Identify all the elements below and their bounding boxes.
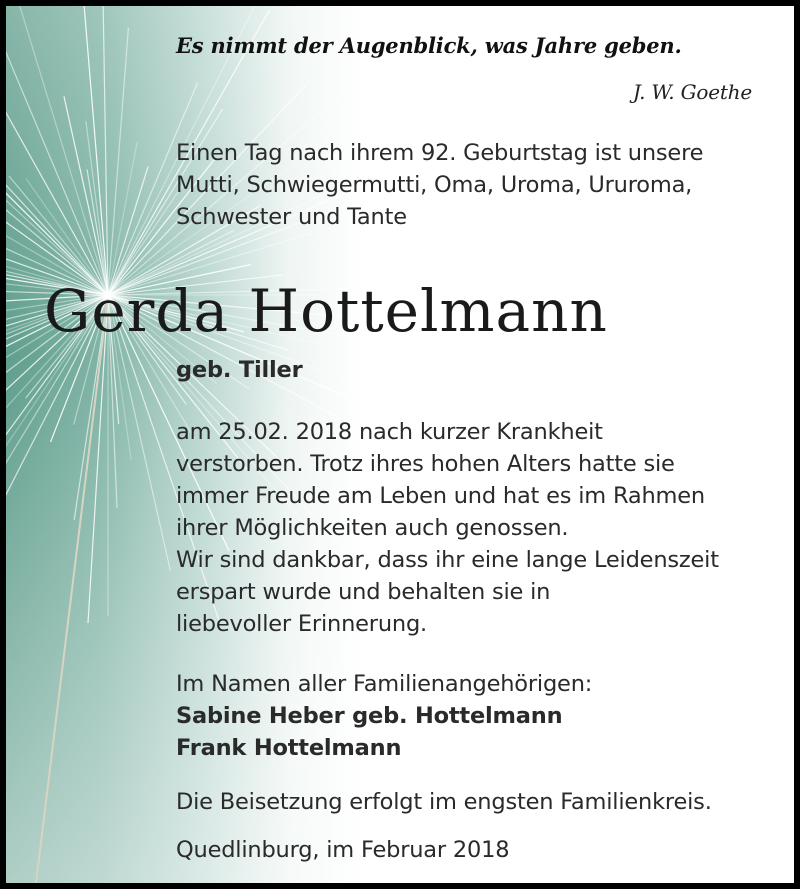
body-line: liebevoller Erinnerung.: [176, 611, 427, 637]
family-member: Sabine Heber geb. Hottelmann: [176, 703, 563, 729]
maiden-name: geb. Tiller: [176, 357, 303, 383]
body-line: verstorben. Trotz ihres hohen Alters hatte sie: [176, 451, 675, 477]
body-line: immer Freude am Leben und hat es im Rahmen: [176, 483, 705, 509]
body-line: Wir sind dankbar, dass ihr eine lange Leidenszeit: [176, 547, 719, 573]
place-date: Quedlinburg, im Februar 2018: [176, 837, 510, 863]
quote-author: J. W. Goethe: [632, 80, 752, 104]
body-line: am 25.02. 2018 nach kurzer Krankheit: [176, 419, 603, 445]
deceased-name: Gerda Hottelmann: [44, 277, 608, 345]
body-line: ihrer Möglichkeiten auch genossen.: [176, 515, 569, 541]
intro-line: Einen Tag nach ihrem 92. Geburtstag ist unsere: [176, 140, 704, 166]
obituary-card: [6, 6, 794, 883]
funeral-notice: Die Beisetzung erfolgt im engsten Familienkreis.: [176, 789, 712, 815]
body-line: erspart wurde und behalten sie in: [176, 579, 551, 605]
family-intro: Im Namen aller Familienangehörigen:: [176, 671, 593, 697]
intro-line: Schwester und Tante: [176, 204, 407, 230]
family-member: Frank Hottelmann: [176, 735, 402, 761]
intro-line: Mutti, Schwiegermutti, Oma, Uroma, Ururoma,: [176, 172, 693, 198]
goethe-quote: Es nimmt der Augenblick, was Jahre geben.: [176, 33, 682, 58]
